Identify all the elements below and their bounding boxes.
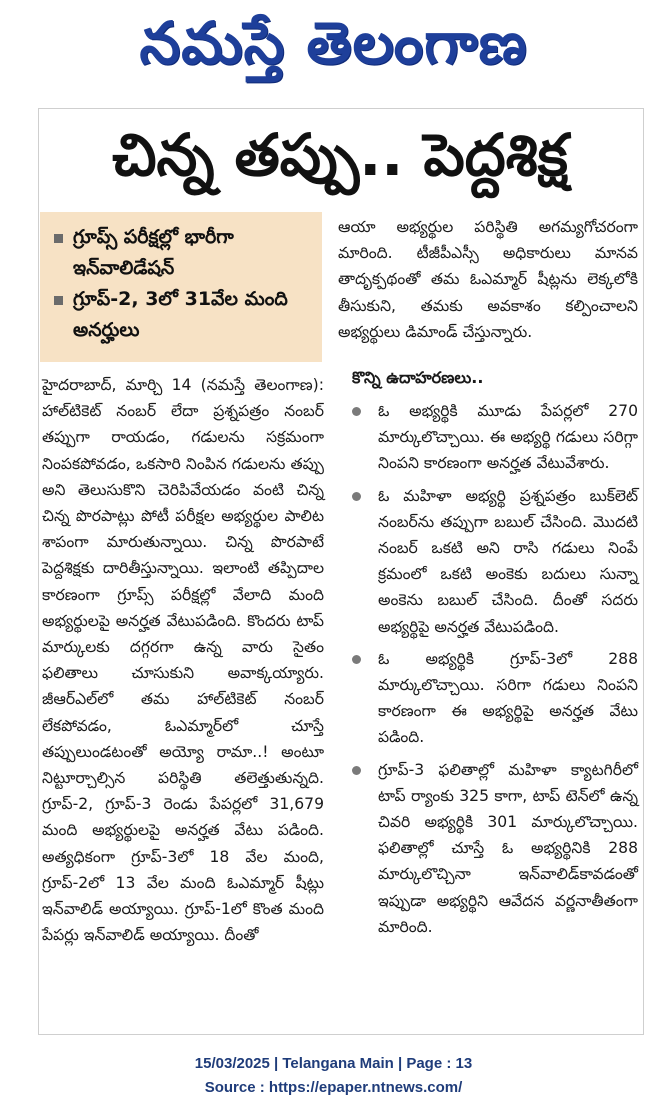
footer-date-line: 15/03/2025 | Telangana Main | Page : 13 — [194, 1055, 473, 1072]
example-text: ఓ అభ్యర్థికి గ్రూప్-3లో 288 మార్కులొచ్చాయి. సరిగా గడులు నింపని కారణంగా ఈ అభ్యర్థిపై అనర్హత వేటు పడింది. — [378, 649, 638, 747]
subhead-text: గ్రూప్స్ పరీక్షల్లో భారీగా ఇన్‌వాలిడేషన్ — [73, 226, 234, 279]
masthead-logo: నమస్తే తెలంగాణ — [139, 8, 528, 77]
round-bullet-icon — [352, 766, 361, 775]
subhead-item — [54, 222, 312, 284]
example-text: ఓ అభ్యర్థికి మూడు పేపర్లలో 270 మార్కులొచ్చాయి. ఈ అభ్యర్థి గడులు సరిగ్గా నింపని కారణంగా అనర్హత వేటువేశారు. — [378, 402, 638, 473]
round-bullet-icon — [352, 655, 361, 664]
example-item — [338, 483, 638, 640]
round-bullet-icon — [352, 492, 361, 501]
example-text: గ్రూప్-3 ఫలితాల్లో మహిళా క్యాటగిరీలో టాప్ ర్యాంకు 325 కాగా, టాప్ టెన్‌లో ఉన్న చివరి అభ్యర్థికి 301 మార్కులొచ్చాయి. ఫలితాల్లో చూస్తే ఓ అభ్యర్థినికి 288 మార్కులొచ్చినా ఇన్‌వాలిడ్‌కావడంతో ఇప్పుడా అభ్యర్థిని ఆవేదన వర్ణనాతీతంగా మారింది. — [378, 760, 638, 936]
examples-list — [338, 398, 638, 946]
examples-heading: కొన్ని ఉదాహరణలు.. — [352, 368, 484, 387]
masthead — [0, 0, 667, 100]
body-left-column: హైదరాబాద్, మార్చి 14 (నమస్తే తెలంగాణ): హాల్‌టికెట్ నంబర్ లేదా ప్రశ్నపత్రం నంబర్ తప్పుగా రాయడం, గడులను సక్రమంగా నింపకపోవడం, ఒకసారి నింపిన గడులను తప్పు అని తెలుసుకొని చెరిపివేయడం వంటి చిన్న చిన్న పొరపాట్లు పోటీ పరీక్షల అభ్యర్థుల పాలిట శాపంగా మారుతున్నాయి. చిన్న పొరపాటే పెద్దశిక్షకు దారితీస్తున్నాయి. ఇలాంటి తప్పిదాల కారణంగా గ్రూప్స్ పరీక్షల్లో వేలాది మంది అభ్యర్థులపై అనర్హత వేటుపడింది. కొందరు టాప్ మార్కులకు దగ్గరగా ఉన్న వారు సైతం ఫలితాలు చూసుకుని అవాక్కయ్యారు. జీఆర్‌ఎల్‌లో తమ హాల్‌టికెట్ నంబర్ లేకపోవడం, ఓఎమ్మార్‌లో చూస్తే తప్పులుండటంతో అయ్యో రామా..! అంటూ నిట్టూర్చాల్సిన పరిస్థితి తలెత్తుతున్నది. గ్రూప్-2, గ్రూప్-3 రెండు పేపర్లలో 31,679 మంది అభ్యర్థులపై అనర్హత వేటు పడింది. అత్యధికంగా గ్రూప్-3లో 18 వేల మంది, గ్రూప్-2లో 13 వేల మంది ఓఎమ్మార్ షీట్లు ఇన్‌వాలిడ్ అయ్యాయి. గ్రూప్-1లో కొంత మంది పేపర్లు ఇన్‌వాలిడ్ అయ్యాయి. దీంతో — [42, 376, 324, 945]
subheads-box — [40, 212, 322, 362]
example-item — [338, 757, 638, 940]
subhead-text: గ్రూప్-2, 3లో 31వేల మంది అనర్హులు — [73, 288, 288, 341]
body-right-intro: ఆయా అభ్యర్థుల పరిస్థితి అగమ్యగోచరంగా మారింది. టీజీపీఎస్సీ అధికారులు మానవ తాదృక్పథంతో తమ ఓఎమ్మార్ షీట్లను లెక్కలోకి తీసుకుని, తమకు అవకాశం కల్పించాలని అభ్యర్థులు డిమాండ్ చేస్తున్నారు. — [338, 218, 638, 341]
footer — [0, 1052, 667, 1100]
round-bullet-icon — [352, 407, 361, 416]
subhead-item — [54, 284, 312, 346]
square-bullet-icon — [54, 296, 63, 305]
body-right-column — [338, 214, 638, 345]
example-text: ఓ మహిళా అభ్యర్థి ప్రశ్నపత్రం బుక్‌లెట్ నంబర్‌ను తప్పుగా బబుల్ చేసింది. మొదటి నంబర్ ఒకటి అని రాసి గడులు నింపే క్రమంలో ఒకటి అంకెకు బదులు సున్నా అంకెను బబుల్ చేసింది. దీంతో సదరు అభ్యర్థిపై అనర్హత వేటుపడింది. — [378, 486, 638, 636]
footer-source-line: Source : https://epaper.ntnews.com/ — [204, 1079, 463, 1096]
headline: చిన్న తప్పు.. పెద్దశిక్ష — [112, 121, 568, 189]
example-item — [338, 646, 638, 751]
example-item — [338, 398, 638, 477]
square-bullet-icon — [54, 234, 63, 243]
